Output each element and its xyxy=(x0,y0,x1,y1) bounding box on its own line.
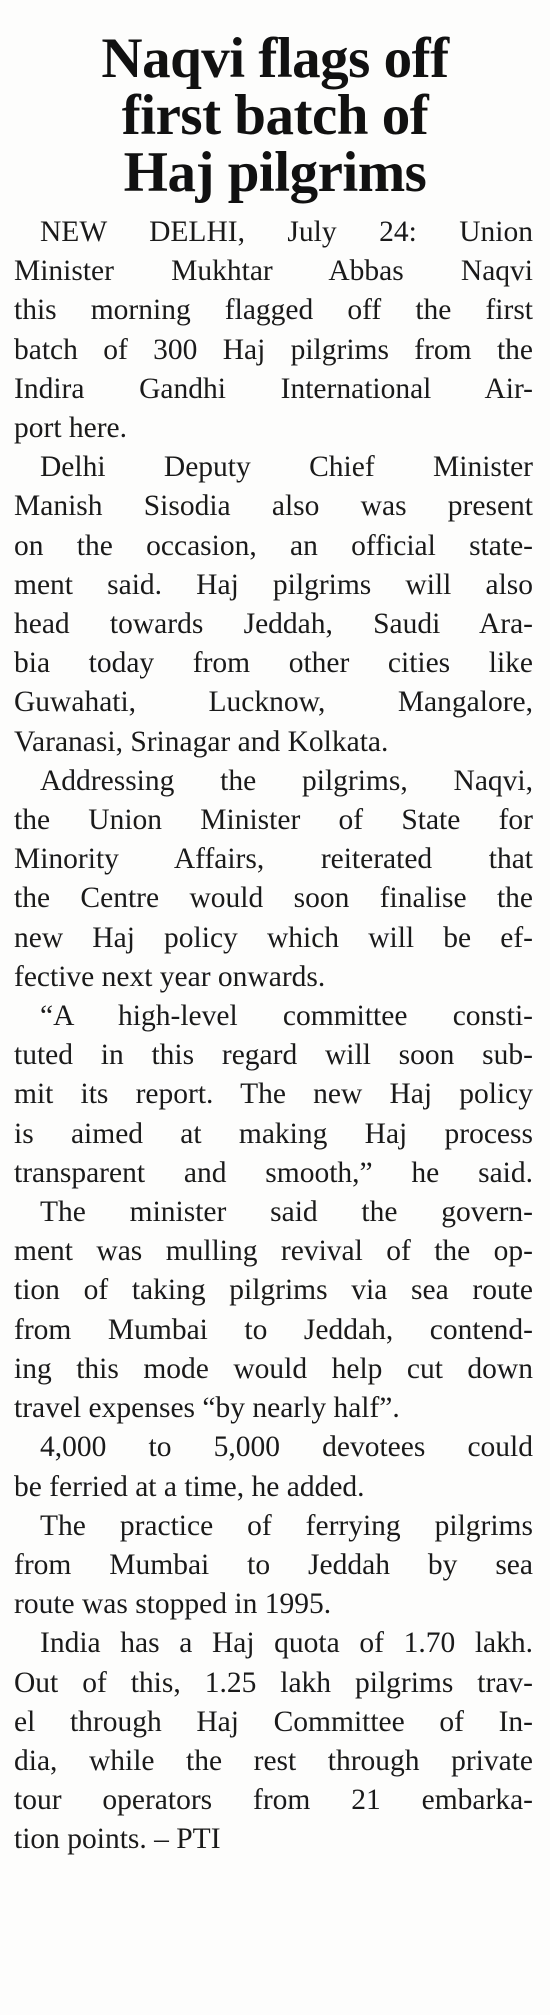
article-body xyxy=(0,213,550,1860)
text-line: el through Haj Committee of In- xyxy=(14,1705,533,1738)
text-line: from Mumbai to Jeddah, contend- xyxy=(14,1313,533,1346)
text-line: tion of taking pilgrims via sea route xyxy=(14,1274,533,1307)
text-line: 4,000 to 5,000 devotees could xyxy=(40,1431,533,1464)
text-line: The practice of ferrying pilgrims xyxy=(40,1509,533,1542)
text-line: India has a Haj quota of 1.70 lakh. xyxy=(40,1627,533,1660)
text-line: Delhi Deputy Chief Minister xyxy=(40,451,533,484)
headline xyxy=(0,0,550,204)
text-line: travel expenses “by nearly half”. xyxy=(14,1392,400,1425)
article-paragraph xyxy=(14,213,533,448)
text-line: the Union Minister of State for xyxy=(14,804,533,837)
text-line: head towards Jeddah, Saudi Ara- xyxy=(14,608,533,641)
article-paragraph xyxy=(14,997,533,1193)
text-line: Addressing the pilgrims, Naqvi, xyxy=(40,764,533,797)
text-line: Minority Affairs, reiterated that xyxy=(14,843,533,876)
text-line: ment was mulling revival of the op- xyxy=(14,1235,533,1268)
text-line: this morning flagged off the first xyxy=(14,294,533,327)
text-line: port here. xyxy=(14,412,128,445)
text-line: from Mumbai to Jeddah by sea xyxy=(14,1548,533,1581)
text-line: The minister said the govern- xyxy=(40,1196,533,1229)
article-paragraph xyxy=(14,448,533,762)
text-line: tion points. – PTI xyxy=(14,1823,221,1856)
text-line: Varanasi, Srinagar and Kolkata. xyxy=(14,725,389,758)
text-line: on the occasion, an official state- xyxy=(14,529,533,562)
article-paragraph xyxy=(14,1507,533,1625)
headline-line: first batch of xyxy=(121,84,429,147)
article-paragraph xyxy=(14,1193,533,1428)
text-line: ing this mode would help cut down xyxy=(14,1352,533,1385)
text-line: is aimed at making Haj process xyxy=(14,1117,533,1150)
text-line: route was stopped in 1995. xyxy=(14,1588,332,1621)
text-line: tour operators from 21 embarka- xyxy=(14,1784,533,1817)
headline-line: Naqvi flags off xyxy=(101,27,449,90)
text-line: Manish Sisodia also was present xyxy=(14,490,533,523)
text-line: dia, while the rest through private xyxy=(14,1744,533,1777)
headline-line: Haj pilgrims xyxy=(123,141,427,204)
text-line: the Centre would soon finalise the xyxy=(14,882,533,915)
text-line: ment said. Haj pilgrims will also xyxy=(14,568,533,601)
text-line: Guwahati, Lucknow, Mangalore, xyxy=(14,686,533,719)
text-line: Indira Gandhi International Air- xyxy=(14,372,533,405)
text-line: mit its report. The new Haj policy xyxy=(14,1078,533,1111)
text-line: batch of 300 Haj pilgrims from the xyxy=(14,333,533,366)
text-line: tuted in this regard will soon sub- xyxy=(14,1039,533,1072)
article-paragraph xyxy=(14,762,533,997)
text-line: “A high-level committee consti- xyxy=(40,1000,533,1033)
text-line: be ferried at a time, he added. xyxy=(14,1470,365,1503)
article-paragraph xyxy=(14,1624,533,1859)
text-line: transparent and smooth,” he said. xyxy=(14,1156,533,1189)
text-line: fective next year onwards. xyxy=(14,960,326,993)
article-paragraph xyxy=(14,1428,533,1506)
text-line: NEW DELHI, July 24: Union xyxy=(40,216,533,248)
text-line: bia today from other cities like xyxy=(14,647,533,680)
text-line: Minister Mukhtar Abbas Naqvi xyxy=(14,255,533,288)
text-line: Out of this, 1.25 lakh pilgrims trav- xyxy=(14,1666,533,1699)
text-line: new Haj policy which will be ef- xyxy=(14,921,533,954)
